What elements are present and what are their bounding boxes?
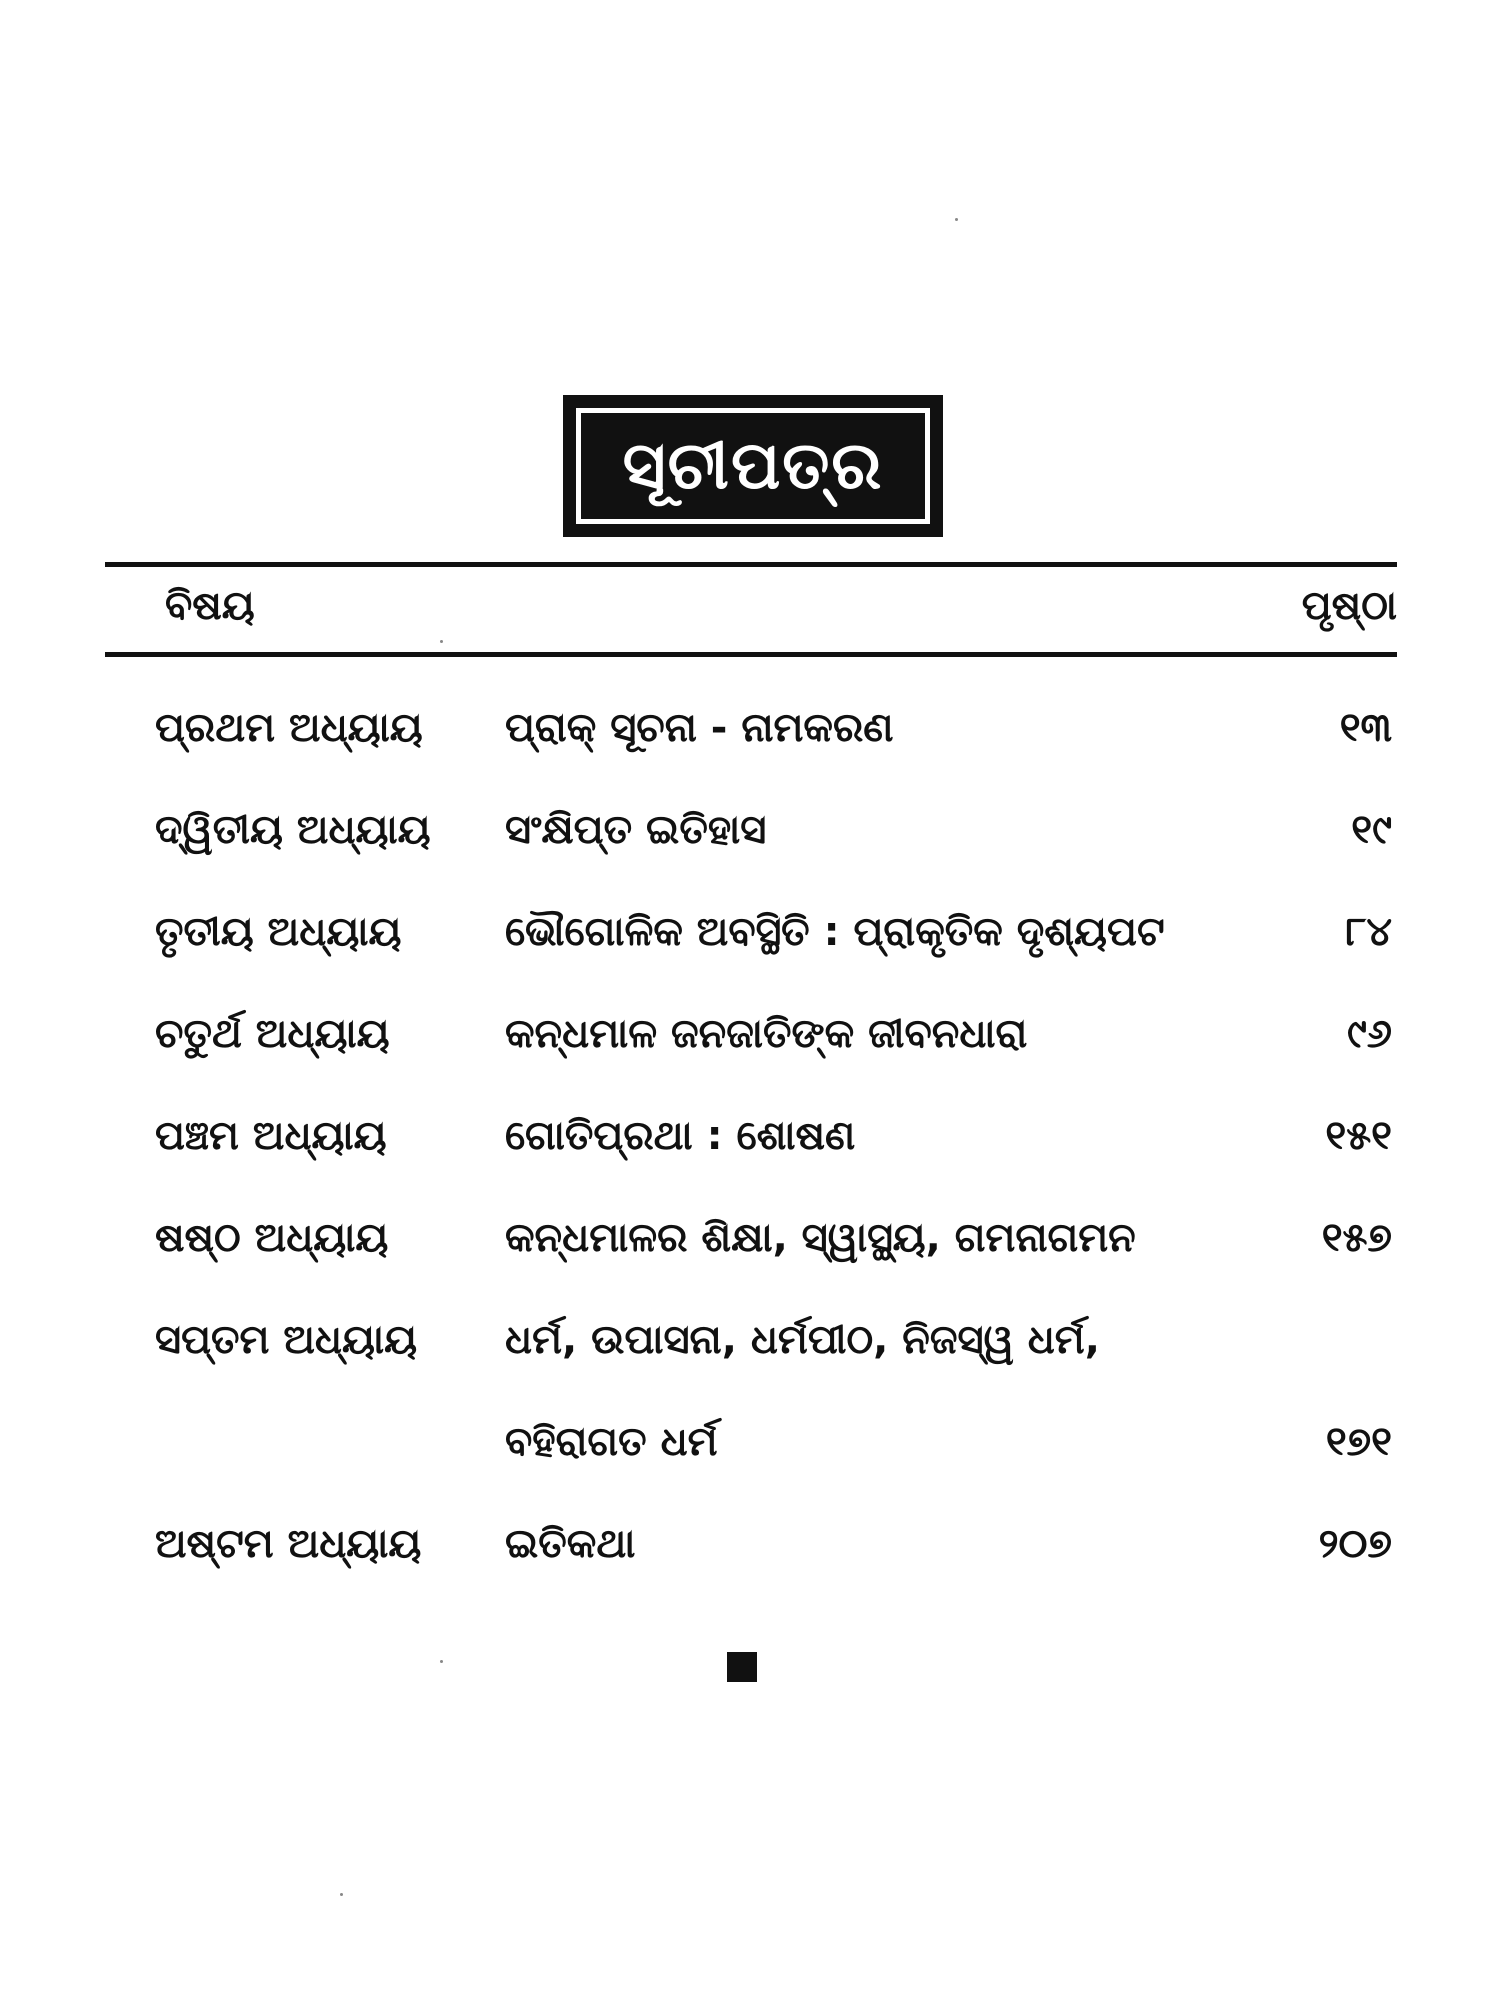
toc-page-number: ୧୩ <box>1339 705 1392 751</box>
toc-topic: ଧର୍ମ, ଉପାସନା, ଧର୍ମପୀଠ, ନିଜସ୍ୱ ଧର୍ମ, <box>505 1317 1100 1363</box>
toc-page-number: ୯୬ <box>1347 1011 1392 1057</box>
toc-topic: ସଂକ୍ଷିପ୍ତ ଇତିହାସ <box>505 807 767 853</box>
toc-topic: କନ୍ଧମାଳର ଶିକ୍ଷା, ସ୍ୱାସ୍ଥ୍ୟ, ଗମନାଗମନ <box>505 1215 1136 1261</box>
toc-row <box>0 688 1500 768</box>
toc-topic: ପ୍ରାକ୍ ସୂଚନା - ନାମକରଣ <box>505 705 894 751</box>
toc-chapter: ଅଷ୍ଟମ ଅଧ୍ୟାୟ <box>155 1521 422 1567</box>
toc-topic: ଗୋତିପ୍ରଥା : ଶୋଷଣ <box>505 1113 856 1159</box>
toc-chapter: ଚତୁର୍ଥ ଅଧ୍ୟାୟ <box>155 1011 390 1057</box>
toc-row <box>0 1096 1500 1176</box>
toc-row <box>0 892 1500 972</box>
toc-chapter: ତୃତୀୟ ଅଧ୍ୟାୟ <box>155 909 402 955</box>
subject-header: ବିଷୟ <box>165 583 255 629</box>
print-speck <box>440 1660 443 1663</box>
toc-row <box>0 1504 1500 1584</box>
header-top-rule <box>105 562 1397 567</box>
toc-chapter: ସପ୍ତମ ଅଧ୍ୟାୟ <box>155 1317 418 1363</box>
toc-topic: ଇତିକଥା <box>505 1521 636 1567</box>
toc-topic: ବହିରାଗତ ଧର୍ମ <box>505 1419 718 1465</box>
toc-page-number: ୧୯ <box>1351 807 1392 853</box>
toc-topic: କନ୍ଧମାଳ ଜନଜାତିଙ୍କ ଜୀବନଧାରା <box>505 1011 1028 1057</box>
toc-row <box>0 1198 1500 1278</box>
toc-page-number: ୧୭୧ <box>1325 1419 1392 1465</box>
toc-row <box>0 994 1500 1074</box>
title-frame <box>576 408 930 524</box>
page-header: ପୃଷ୍ଠା <box>1301 583 1397 629</box>
toc-topic: ଭୌଗୋଳିକ ଅବସ୍ଥିତି : ପ୍ରାକୃତିକ ଦୃଶ୍ୟପଟ <box>505 909 1165 955</box>
header-bottom-rule <box>105 652 1397 657</box>
toc-row <box>0 790 1500 870</box>
end-mark-square <box>727 1652 757 1682</box>
toc-page-number: ୨୦୭ <box>1318 1521 1392 1567</box>
toc-chapter: ପଞ୍ଚମ ଅଧ୍ୟାୟ <box>155 1113 387 1159</box>
toc-page-number: ୮୪ <box>1345 909 1392 955</box>
toc-page-number: ୧୫୭ <box>1321 1215 1392 1261</box>
toc-chapter: ଦ୍ୱିତୀୟ ଅଧ୍ୟାୟ <box>155 807 431 853</box>
print-speck <box>955 218 958 221</box>
toc-page-number: ୧୫୧ <box>1325 1113 1392 1159</box>
print-speck <box>440 640 443 643</box>
toc-row <box>0 1402 1500 1482</box>
print-speck <box>340 1893 343 1896</box>
page-title: ସୂଚୀପତ୍ର <box>622 427 884 504</box>
toc-chapter: ଷଷ୍ଠ ଅଧ୍ୟାୟ <box>155 1215 389 1261</box>
toc-chapter: ପ୍ରଥମ ଅଧ୍ୟାୟ <box>155 705 423 751</box>
title-box <box>563 395 943 537</box>
toc-row <box>0 1300 1500 1380</box>
